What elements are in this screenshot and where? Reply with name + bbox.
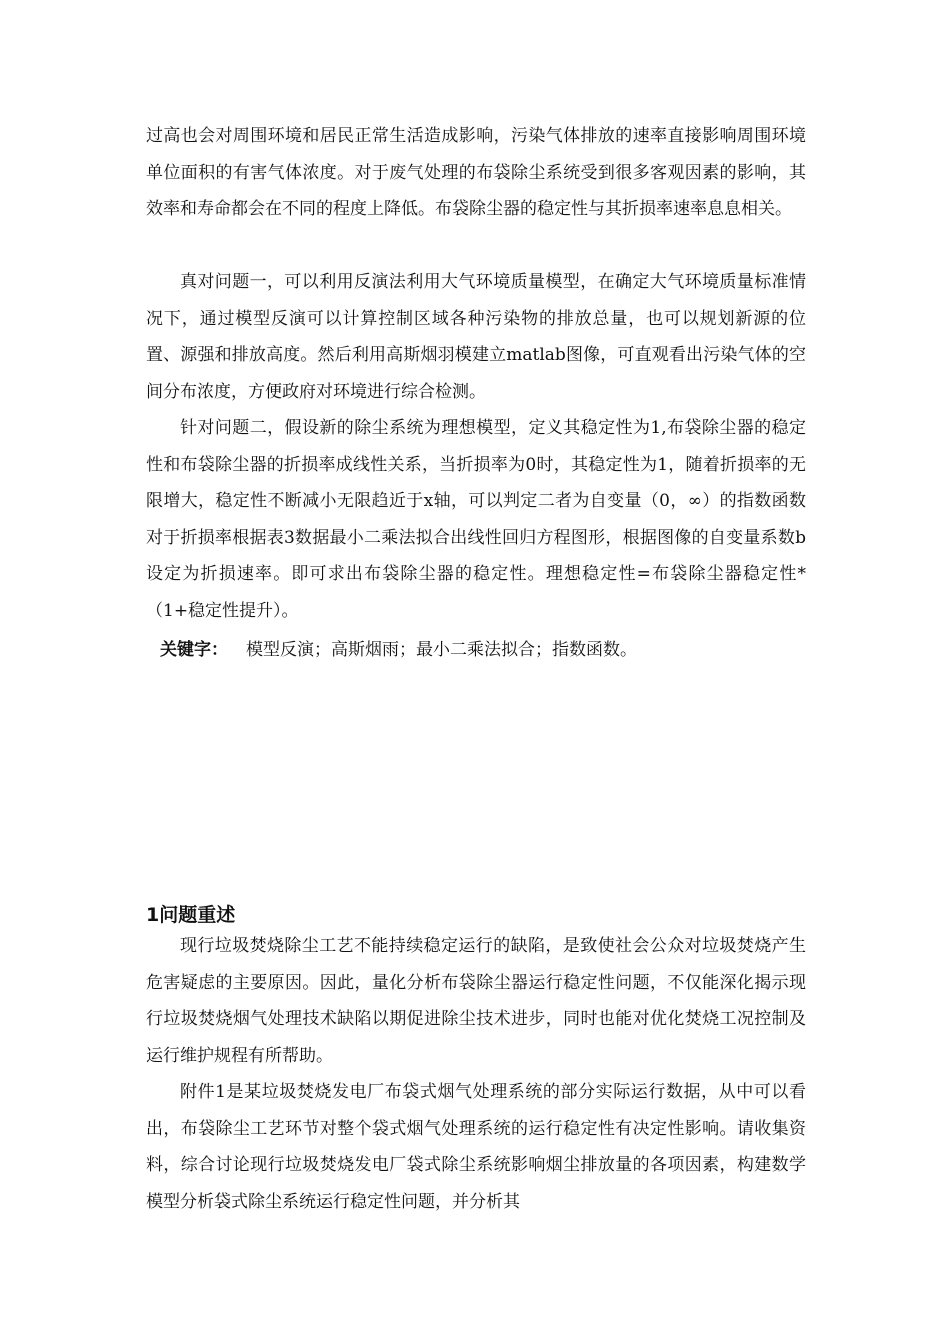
section-paragraph-1: 现行垃圾焚烧除尘工艺不能持续稳定运行的缺陷，是致使社会公众对垃圾焚烧产生危害疑虑的主要原因。因此，量化分析布袋除尘器运行稳定性问题，不仅能深化揭示现行垃圾焚烧烟气处理技术缺陷以期促进除尘技术进步，同时也能对优化焚烧工况控制及运行维护规程有所帮助。 xyxy=(146,936,806,1066)
abstract-paragraph-2: 真对问题一，可以利用反演法利用大气环境质量模型，在确定大气环境质量标准情况下，通过模型反演可以计算控制区域各种污染物的排放总量，也可以规划新源的位置、源强和排放高度。然后利用高斯烟羽模建立matlab图像，可直观看出污染气体的空间分布浓度，方便政府对环境进行综合检测。 xyxy=(146,272,806,402)
section-heading: 1问题重述 xyxy=(146,904,236,926)
keywords-label: 关键字： xyxy=(160,640,228,660)
abstract-paragraph-1: 过高也会对周围环境和居民正常生活造成影响，污染气体排放的速率直接影响周围环境单位面积的有害气体浓度。对于废气处理的布袋除尘系统受到很多客观因素的影响，其效率和寿命都会在不同的程度上降低。布袋除尘器的稳定性与其折损率速率息息相关。 xyxy=(146,126,806,219)
abstract-paragraph-3: 针对问题二，假设新的除尘系统为理想模型，定义其稳定性为1,布袋除尘器的稳定性和布袋除尘器的折损率成线性关系，当折损率为0时，其稳定性为1，随着折损率的无限增大，稳定性不断减小无限趋近于x轴，可以判定二者为自变量（0，∞）的指数函数对于折损率根据表3数据最小二乘法拟合出线性回归方程图形，根据图像的自变量系数b设定为折损速率。即可求出布袋除尘器的稳定性。理想稳定性=布袋除尘器稳定性*（1+稳定性提升）。 xyxy=(146,418,806,621)
keywords-line xyxy=(160,632,637,668)
section-paragraph-2: 附件1是某垃圾焚烧发电厂布袋式烟气处理系统的部分实际运行数据，从中可以看出，布袋除尘工艺环节对整个袋式烟气处理系统的运行稳定性有决定性影响。请收集资料，综合讨论现行垃圾焚烧发电厂袋式除尘系统影响烟尘排放量的各项因素，构建数学模型分析袋式除尘系统运行稳定性问题，并分析其 xyxy=(146,1082,806,1212)
keywords-text: 模型反演；高斯烟雨；最小二乘法拟合；指数函数。 xyxy=(246,640,637,660)
